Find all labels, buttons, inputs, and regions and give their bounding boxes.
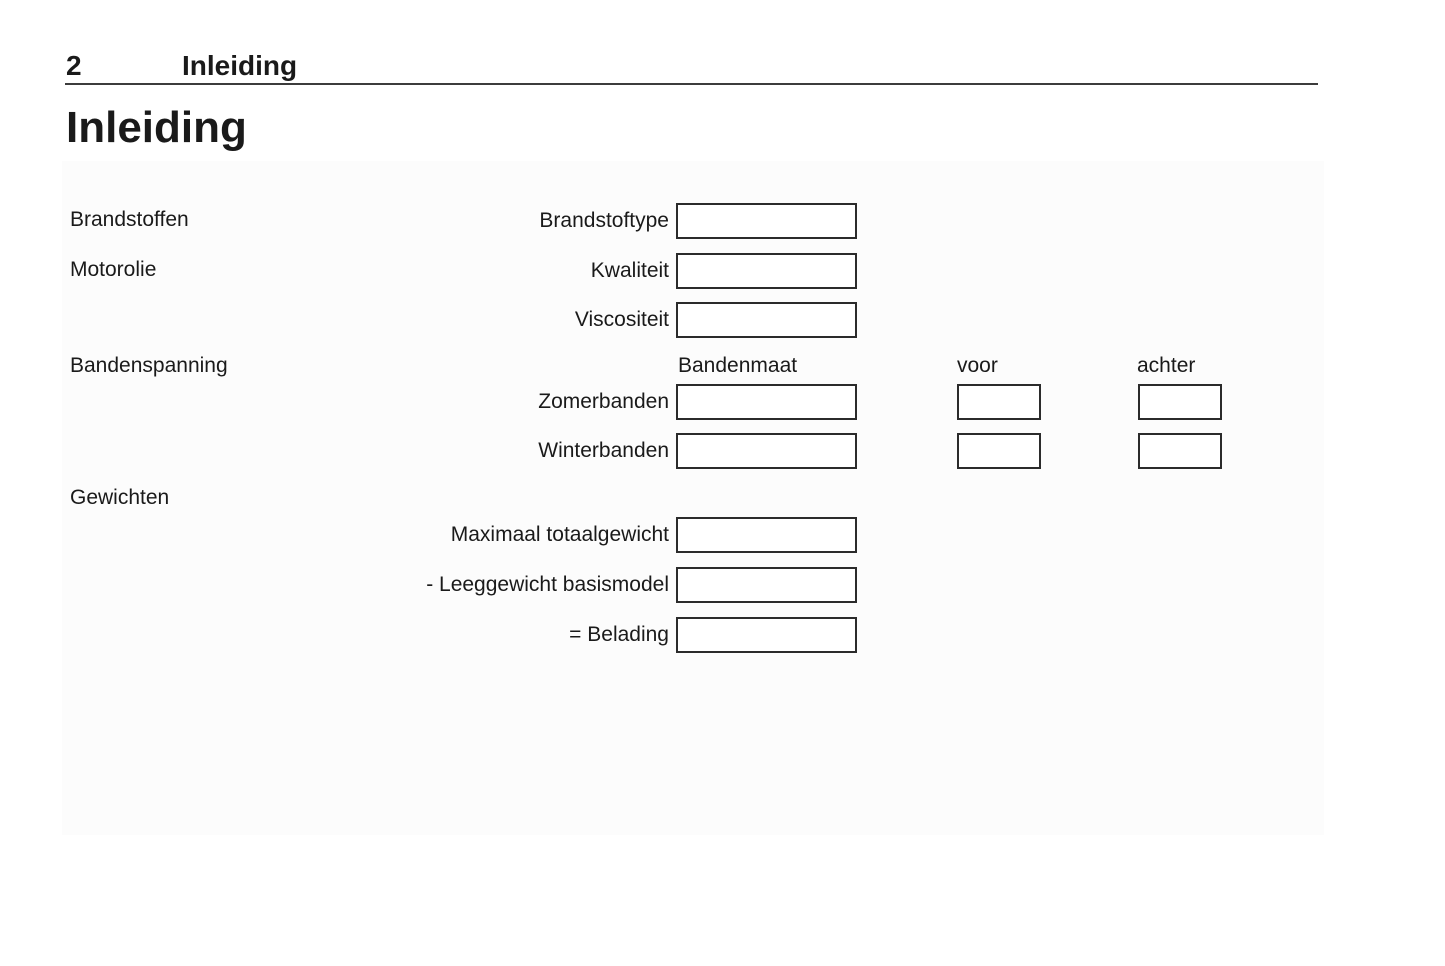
maximaal-totaalgewicht-input[interactable] bbox=[676, 517, 857, 553]
kwaliteit-input[interactable] bbox=[676, 253, 857, 289]
leeggewicht-basismodel-input[interactable] bbox=[676, 567, 857, 603]
field-label-leeggewicht-basismodel: - Leeggewicht basismodel bbox=[426, 573, 669, 596]
field-label-belading: = Belading bbox=[569, 623, 669, 646]
zomerbanden-voor-input[interactable] bbox=[957, 384, 1041, 420]
section-label-motorolie: Motorolie bbox=[70, 258, 157, 281]
winterbanden-achter-input[interactable] bbox=[1138, 433, 1222, 469]
section-label-gewichten: Gewichten bbox=[70, 486, 170, 509]
field-label-zomerbanden: Zomerbanden bbox=[538, 390, 669, 413]
field-label-kwaliteit: Kwaliteit bbox=[590, 259, 669, 282]
header-rule bbox=[65, 83, 1318, 85]
field-label-winterbanden: Winterbanden bbox=[538, 439, 669, 462]
zomerbanden-bandenmaat-input[interactable] bbox=[676, 384, 857, 420]
field-label-brandstoftype: Brandstoftype bbox=[539, 209, 669, 232]
page-title: Inleiding bbox=[66, 103, 247, 152]
column-header-achter: achter bbox=[1137, 354, 1196, 377]
zomerbanden-achter-input[interactable] bbox=[1138, 384, 1222, 420]
section-label-brandstoffen: Brandstoffen bbox=[70, 208, 189, 231]
belading-input[interactable] bbox=[676, 617, 857, 653]
winterbanden-voor-input[interactable] bbox=[957, 433, 1041, 469]
viscositeit-input[interactable] bbox=[676, 302, 857, 338]
section-label-bandenspanning: Bandenspanning bbox=[70, 354, 228, 377]
field-label-maximaal-totaalgewicht: Maximaal totaalgewicht bbox=[450, 523, 669, 546]
column-header-bandenmaat: Bandenmaat bbox=[678, 354, 798, 377]
brandstoftype-input[interactable] bbox=[676, 203, 857, 239]
page-number: 2 bbox=[66, 50, 82, 81]
field-label-viscositeit: Viscositeit bbox=[574, 308, 669, 331]
chapter-title: Inleiding bbox=[182, 50, 298, 81]
winterbanden-bandenmaat-input[interactable] bbox=[676, 433, 857, 469]
column-header-voor: voor bbox=[957, 354, 998, 377]
